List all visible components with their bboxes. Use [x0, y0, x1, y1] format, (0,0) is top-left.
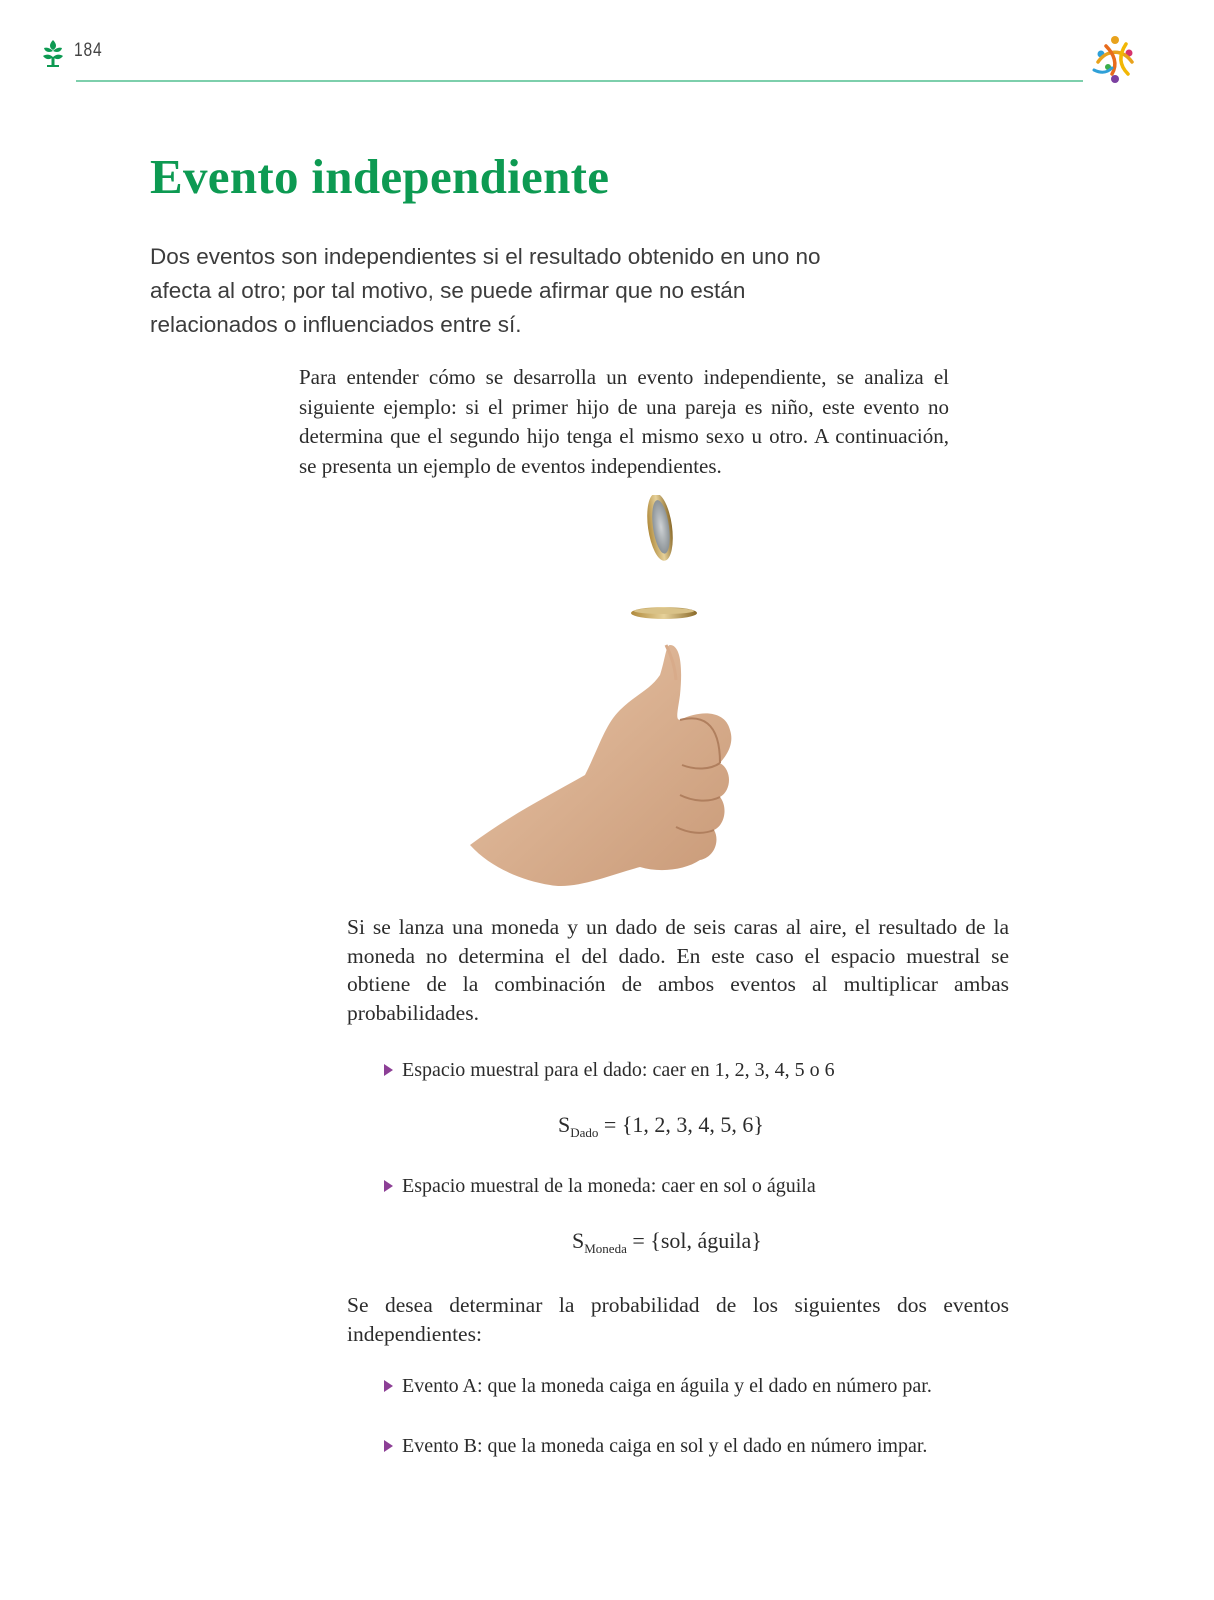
header-rule — [76, 80, 1083, 82]
bullet-text: Evento A: que la moneda caiga en águila y el dado en número par. — [402, 1375, 932, 1397]
bullet-text: Evento B: que la moneda caiga en sol y el dado en número impar. — [402, 1435, 928, 1457]
bullet-item — [384, 1173, 816, 1199]
leaf-emblem-icon — [40, 38, 66, 68]
bullet-text: Espacio muestral de la moneda: caer en sol o águila — [402, 1175, 816, 1197]
intro-paragraph: Dos eventos son independientes si el resultado obtenido en uno no afecta al otro; por tal motivo, se puede afirmar que no están relacionados o influenciados entre sí. — [150, 244, 821, 337]
bullet-triangle-icon — [384, 1064, 393, 1076]
bullet-item — [384, 1057, 835, 1083]
bullet-text: Espacio muestral para el dado: caer en 1, 2, 3, 4, 5 o 6 — [402, 1059, 835, 1081]
bullet-triangle-icon — [384, 1380, 393, 1392]
coin-in-air — [643, 495, 676, 562]
hand-flipping-coin-image — [470, 495, 760, 905]
bullet-item — [384, 1433, 927, 1459]
page-title: Evento independiente — [150, 149, 610, 204]
example-paragraph: Para entender cómo se desarrolla un evento independiente, se analiza el siguiente ejemplo: si el primer hijo de una pareja es niño, este evento no determina que el segundo hijo tenga el mismo sexo u otro. A continuación, se presenta un ejemplo de eventos independientes. — [299, 365, 949, 478]
bullet-triangle-icon — [384, 1180, 393, 1192]
coin-die-paragraph: Si se lanza una moneda y un dado de seis caras al aire, el resultado de la moneda no determina el del dado. En este caso el espacio muestral se obtiene de la combinación de ambos eventos al multiplicar ambas probabilidades. — [347, 915, 1009, 1025]
bullet-item — [384, 1373, 932, 1399]
bullet-triangle-icon — [384, 1440, 393, 1452]
page-number: 184 — [74, 40, 103, 61]
hand-thumb-up — [470, 645, 731, 886]
events-intro-paragraph: Se desea determinar la probabilidad de los siguientes dos eventos independientes: — [347, 1293, 1009, 1346]
colorful-figure-logo — [1088, 34, 1142, 86]
formula-dado: $S_{Dado} = \{1$, 2, 3, 4, 5, 6} — [558, 1112, 764, 1140]
formula-moneda: $S_{Moneda} = \{sol$, águila} — [572, 1228, 762, 1256]
